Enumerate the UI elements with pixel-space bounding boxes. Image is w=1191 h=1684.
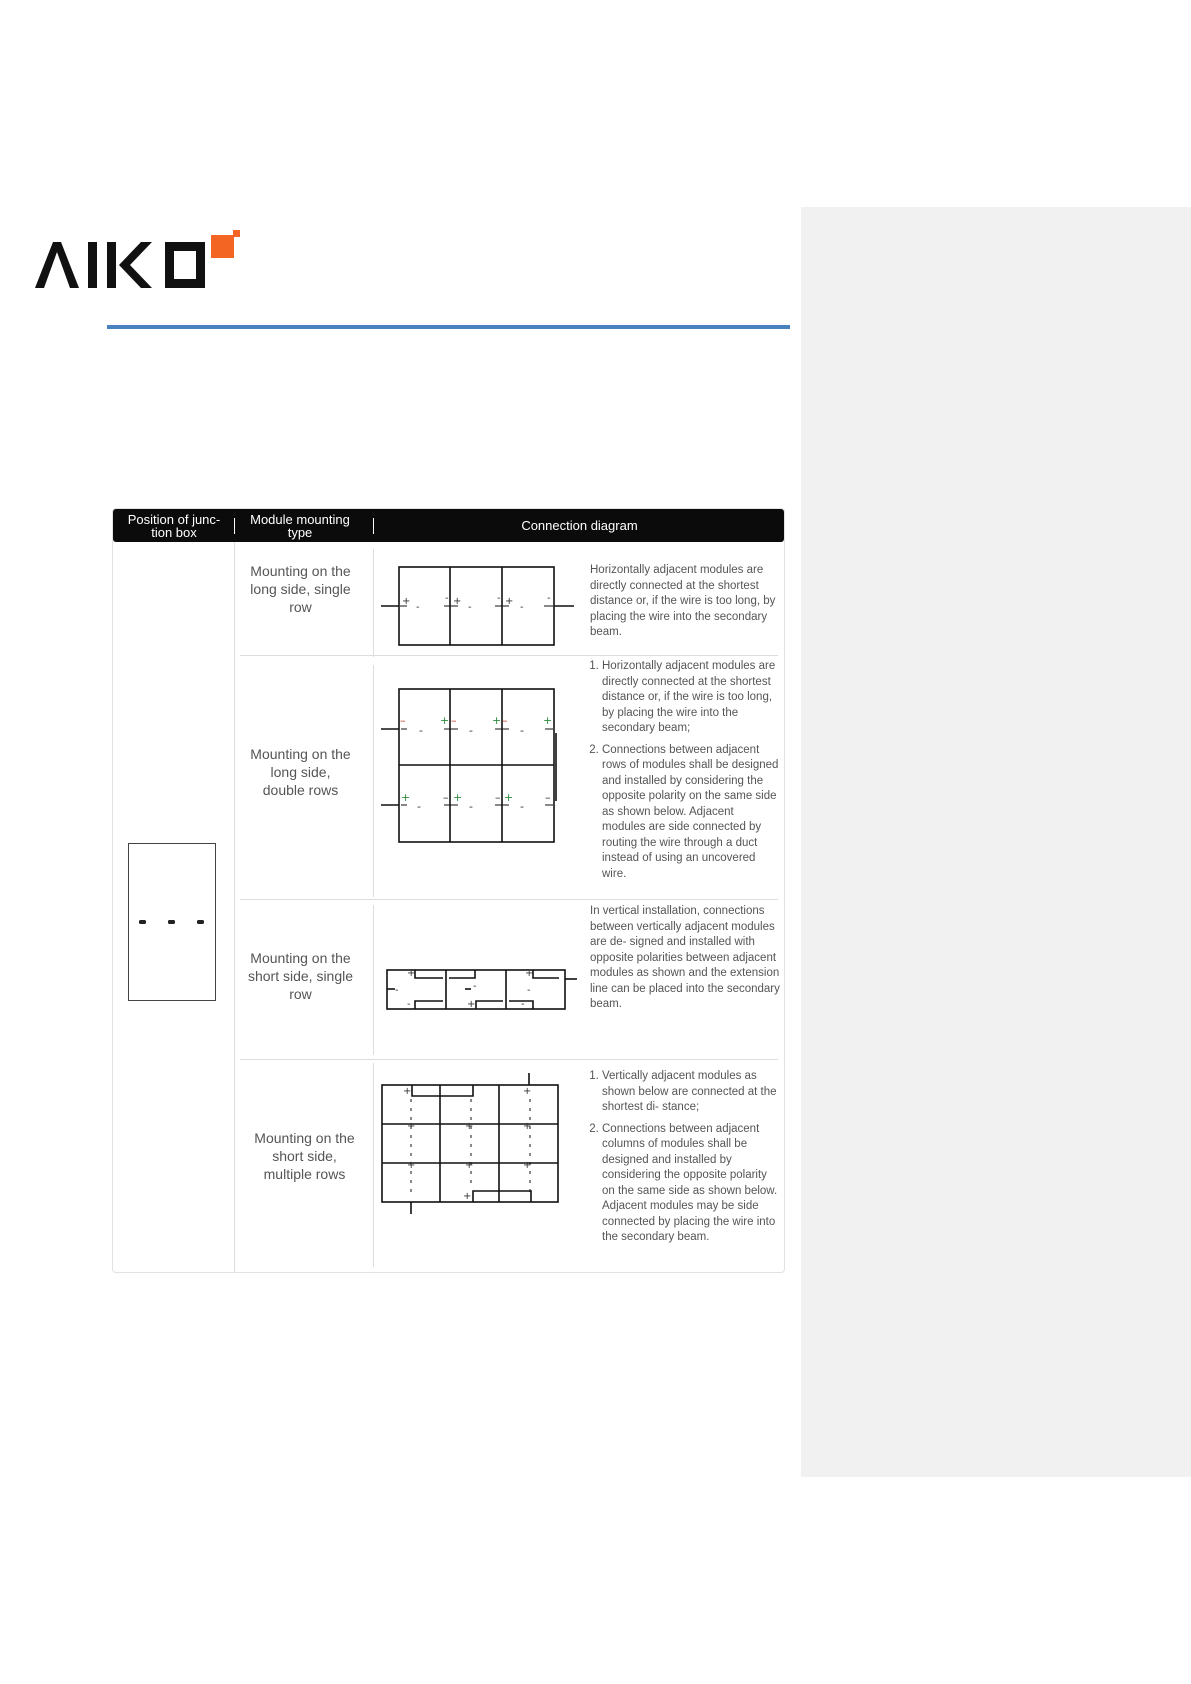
svg-text:+: + bbox=[407, 1160, 416, 1171]
column-divider bbox=[234, 542, 235, 1272]
connection-diagram bbox=[381, 1069, 586, 1269]
svg-text:+: + bbox=[402, 596, 411, 607]
svg-text:+: + bbox=[505, 596, 514, 607]
svg-text:-: - bbox=[407, 999, 411, 1010]
description-text: In vertical installation, connections between vertically adjacent modules are de- signed and installed with opposite polarities between adjacent modules as shown and the extension line can be placed into the secondary beam. bbox=[590, 905, 780, 1010]
svg-text:+: + bbox=[407, 968, 416, 979]
header-separator bbox=[373, 518, 374, 534]
table-header bbox=[113, 509, 784, 542]
row-divider bbox=[240, 655, 778, 656]
description-text: Horizontally adjacent modules are directly connected at the shortest distance or, if the wire is too long, by placing the wire into the secondary beam. bbox=[590, 564, 776, 638]
svg-text:-: - bbox=[520, 602, 524, 613]
svg-text:+: + bbox=[403, 1086, 412, 1097]
header-mounting-type: Module mounting type bbox=[250, 511, 350, 540]
junction-box-position-diagram bbox=[128, 843, 216, 1001]
svg-text:+: + bbox=[401, 791, 411, 804]
svg-text:-: - bbox=[417, 800, 421, 813]
svg-text:-: - bbox=[445, 593, 449, 604]
svg-text:-: - bbox=[521, 999, 525, 1010]
column-divider bbox=[373, 665, 374, 897]
svg-text:+: + bbox=[440, 714, 450, 727]
connection-description bbox=[590, 1069, 780, 1252]
description-point: 1. Horizontally adjacent modules are directly connected at the shortest distance or, if the wire is too long, by placing the wire into the secondary beam; bbox=[602, 659, 780, 737]
connection-diagram bbox=[381, 557, 586, 649]
header-rule bbox=[107, 325, 790, 329]
connection-diagram bbox=[381, 673, 586, 883]
svg-text:+: + bbox=[523, 1086, 532, 1097]
row-divider bbox=[240, 899, 778, 900]
mounting-type-label: Mounting on the long side, single row bbox=[250, 563, 351, 615]
svg-text:-: - bbox=[419, 724, 423, 737]
svg-text:–: – bbox=[502, 714, 508, 727]
connection-description bbox=[590, 904, 780, 1013]
svg-text:-: - bbox=[473, 981, 477, 992]
header-position: Position of junc- tion box bbox=[127, 511, 221, 540]
svg-text:+: + bbox=[463, 1191, 472, 1202]
svg-text:–: – bbox=[495, 791, 501, 804]
header-connection-diagram: Connection diagram bbox=[521, 518, 638, 533]
mounting-type-label: Mounting on the long side, double rows bbox=[250, 746, 351, 798]
column-divider bbox=[373, 905, 374, 1055]
svg-text:–: – bbox=[545, 791, 551, 804]
aiko-logo bbox=[33, 230, 243, 292]
svg-text:+: + bbox=[467, 999, 476, 1010]
mounting-type-label: Mounting on the short side, multiple rows bbox=[254, 1130, 355, 1182]
svg-text:-: - bbox=[547, 593, 551, 604]
svg-text:+: + bbox=[523, 1121, 532, 1132]
svg-text:-: - bbox=[395, 985, 399, 996]
mounting-type-label: Mounting on the short side, single row bbox=[247, 950, 354, 1002]
connection-description bbox=[590, 659, 780, 888]
svg-text:+: + bbox=[504, 791, 514, 804]
svg-text:+: + bbox=[523, 1160, 532, 1171]
svg-text:+: + bbox=[453, 596, 462, 607]
svg-text:-: - bbox=[520, 800, 524, 813]
description-point: 2. Connections between adjacent rows of modules shall be designed and installed by considering the opposite polarity on the same side as shown below. Adjacent modules are side connected by routing the wire through a duct instead of using an uncovered wire. bbox=[602, 743, 780, 883]
column-divider bbox=[373, 1063, 374, 1267]
svg-text:+: + bbox=[453, 791, 463, 804]
svg-text:-: - bbox=[469, 800, 473, 813]
svg-text:-: - bbox=[468, 602, 472, 613]
svg-text:–: – bbox=[443, 791, 449, 804]
svg-text:+: + bbox=[543, 714, 553, 727]
connection-description bbox=[590, 563, 780, 641]
svg-text:-: - bbox=[520, 724, 524, 737]
svg-text:–: – bbox=[400, 714, 406, 727]
description-list bbox=[590, 1069, 780, 1246]
comment-margin-panel bbox=[801, 207, 1191, 1477]
description-point: 2. Connections between adjacent columns of modules shall be designed and installed by considering the opposite polarity on the same side as shown below. Adjacent modules may be side connected by placing the wire into the secondary beam. bbox=[602, 1122, 780, 1246]
connection-diagram bbox=[381, 955, 586, 1013]
svg-text:+: + bbox=[407, 1121, 416, 1132]
svg-text:-: - bbox=[527, 985, 531, 996]
header-separator bbox=[234, 518, 235, 534]
column-divider bbox=[373, 549, 374, 657]
row-divider bbox=[240, 1059, 778, 1060]
description-point: 1. Vertically adjacent modules as shown below are connected at the shortest di- stance; bbox=[602, 1069, 780, 1116]
svg-text:+: + bbox=[465, 1121, 474, 1132]
description-list bbox=[590, 659, 780, 882]
svg-text:+: + bbox=[492, 714, 502, 727]
svg-text:-: - bbox=[469, 724, 473, 737]
connection-table bbox=[112, 508, 785, 1273]
svg-text:-: - bbox=[497, 593, 501, 604]
svg-text:+: + bbox=[465, 1160, 474, 1171]
svg-text:+: + bbox=[525, 968, 534, 979]
svg-text:–: – bbox=[451, 714, 457, 727]
svg-text:-: - bbox=[416, 602, 420, 613]
